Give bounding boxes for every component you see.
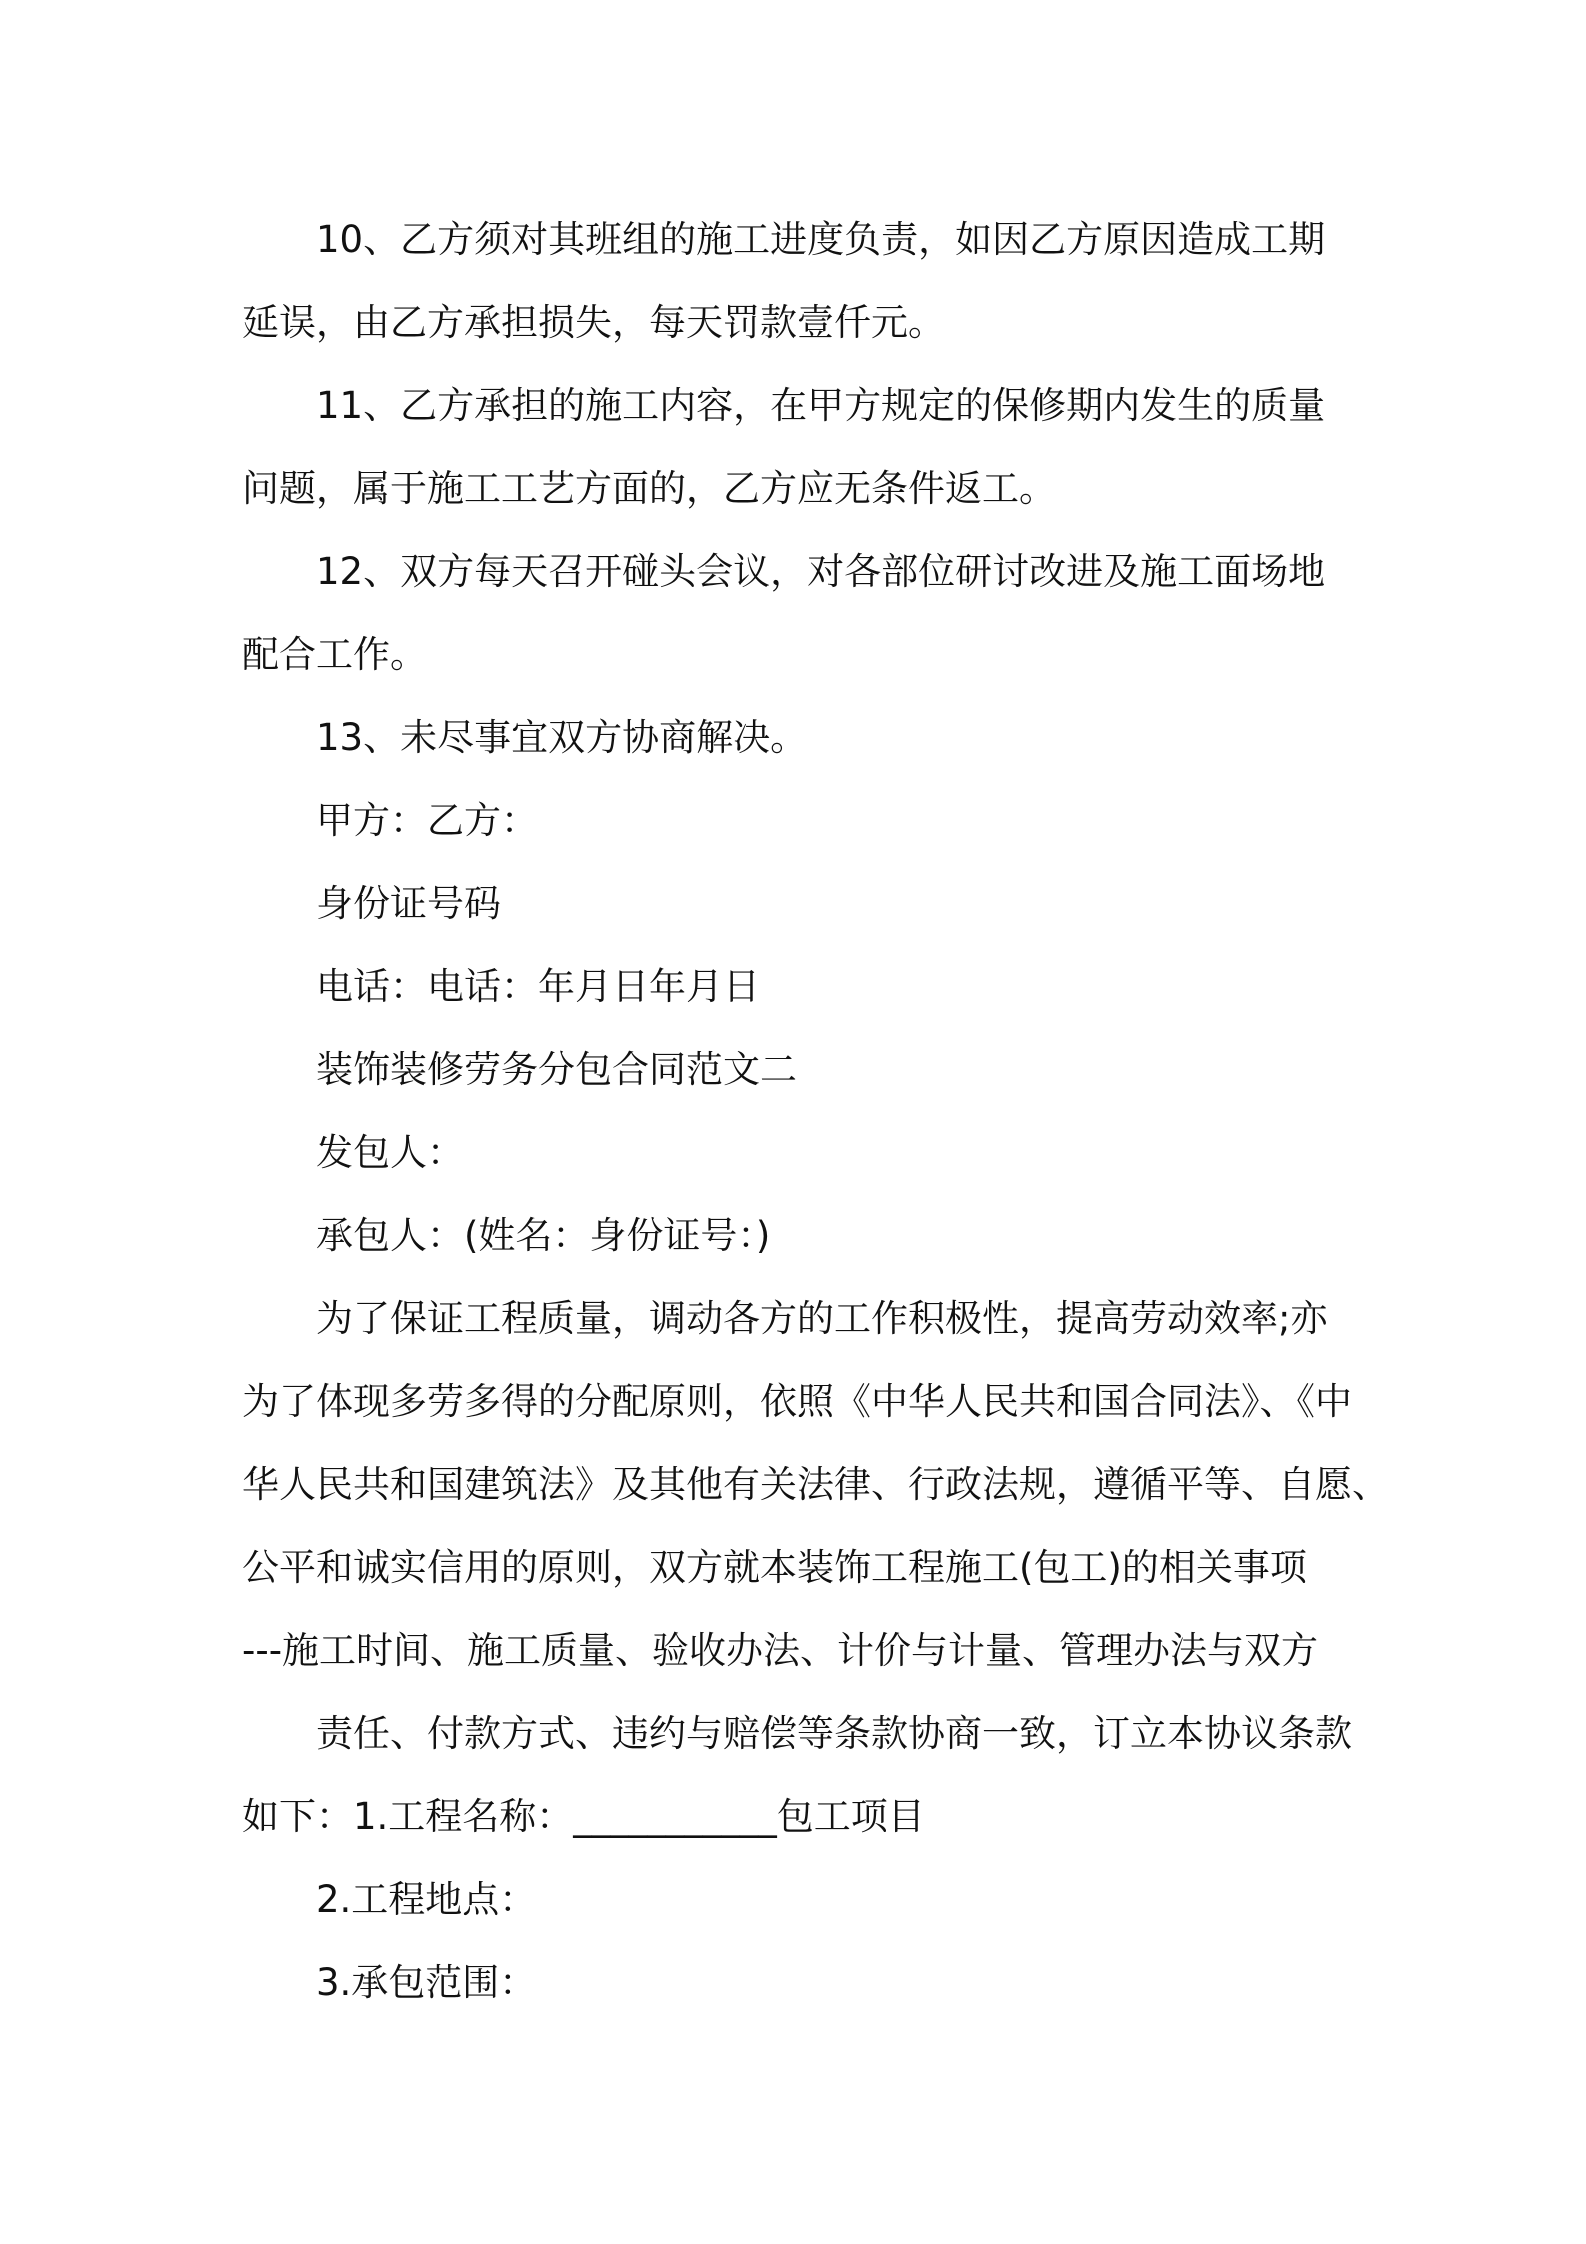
party-a-b-line: 甲方：乙方： bbox=[316, 799, 538, 842]
clause-11-line-2: 问题，属于施工工艺方面的，乙方应无条件返工。 bbox=[242, 467, 1056, 510]
contractor-line: 承包人：(姓名：身份证号：) bbox=[316, 1214, 771, 1257]
section-title: 装饰装修劳务分包合同范文二 bbox=[316, 1048, 797, 1091]
employer-line: 发包人： bbox=[316, 1131, 464, 1174]
preamble-line-2: 为了体现多劳多得的分配原则，依照《中华人民共和国合同法》、《中 bbox=[242, 1380, 1352, 1423]
project-name-line: 如下：1.工程名称：___________包工项目 bbox=[242, 1795, 925, 1838]
id-number-line: 身份证号码 bbox=[316, 882, 501, 925]
project-location-line: 2.工程地点： bbox=[316, 1878, 537, 1921]
clause-12-line-2: 配合工作。 bbox=[242, 633, 427, 676]
preamble-line-6: 责任、付款方式、违约与赔偿等条款协商一致，订立本协议条款 bbox=[316, 1712, 1352, 1755]
clause-10-line-2: 延误，由乙方承担损失，每天罚款壹仟元。 bbox=[242, 301, 945, 344]
clause-12-line-1: 12、双方每天召开碰头会议，对各部位研讨改进及施工面场地 bbox=[316, 550, 1326, 593]
preamble-line-5: ---施工时间、施工质量、验收办法、计价与计量、管理办法与双方 bbox=[242, 1629, 1319, 1672]
clause-11-line-1: 11、乙方承担的施工内容，在甲方规定的保修期内发生的质量 bbox=[316, 384, 1326, 427]
preamble-line-4: 公平和诚实信用的原则，双方就本装饰工程施工(包工)的相关事项 bbox=[242, 1546, 1307, 1589]
contract-scope-line: 3.承包范围： bbox=[316, 1961, 537, 2004]
phone-date-line: 电话：电话：年月日年月日 bbox=[316, 965, 760, 1008]
preamble-line-1: 为了保证工程质量，调动各方的工作积极性，提高劳动效率;亦 bbox=[316, 1297, 1328, 1340]
clause-10-line-1: 10、乙方须对其班组的施工进度负责，如因乙方原因造成工期 bbox=[316, 218, 1326, 261]
document-body bbox=[242, 198, 1389, 2024]
preamble-line-3: 华人民共和国建筑法》及其他有关法律、行政法规，遵循平等、自愿、 bbox=[242, 1463, 1389, 1506]
clause-13: 13、未尽事宜双方协商解决。 bbox=[316, 716, 808, 759]
